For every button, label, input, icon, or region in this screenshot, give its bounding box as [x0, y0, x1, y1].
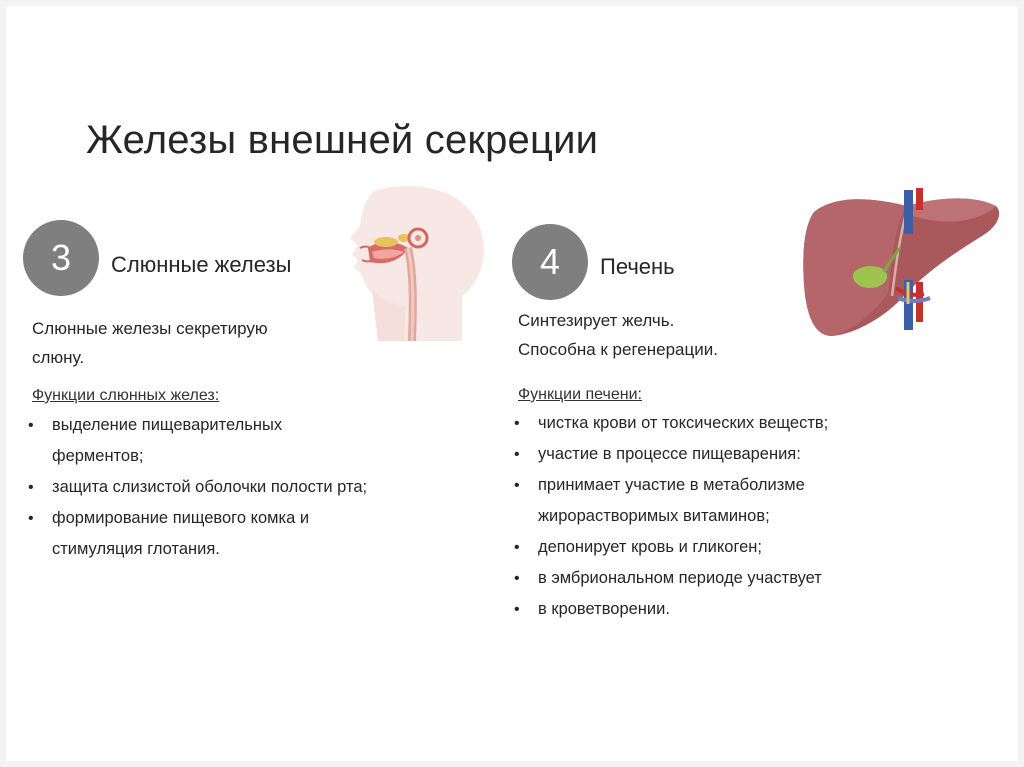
- section-description: [518, 306, 718, 364]
- section-number-badge: 3: [23, 220, 99, 296]
- slide: [6, 6, 1018, 761]
- section-number-badge: 4: [512, 224, 588, 300]
- description-line: Синтезирует желчь.: [518, 311, 675, 330]
- list-item: • в эмбриональном периоде участвует: [514, 563, 944, 594]
- head-profile-salivary-illustration: [334, 186, 499, 341]
- functions-list: [514, 408, 944, 625]
- list-item: • участие в процессе пищеварения:: [514, 439, 944, 470]
- functions-title: Функции печени:: [518, 386, 642, 403]
- section-heading: Печень: [600, 254, 675, 279]
- functions-list: [28, 410, 368, 565]
- functions-title: Функции слюнных желез:: [32, 387, 220, 404]
- list-item: • защита слизистой оболочки полости рта;: [28, 472, 368, 503]
- list-item: • выделение пищеварительных ферментов;: [28, 410, 368, 472]
- list-item: • в кроветворении.: [514, 594, 944, 625]
- list-item: • формирование пищевого комка и стимуляция глотания.: [28, 503, 368, 565]
- description-line: Способна к регенерации.: [518, 340, 718, 359]
- description-line: слюну.: [32, 348, 85, 367]
- list-item: • депонирует кровь и гликоген;: [514, 532, 944, 563]
- liver-illustration: [796, 184, 1006, 344]
- section-heading: Слюнные железы: [111, 252, 292, 277]
- list-item: • принимает участие в метаболизме жирорастворимых витаминов;: [514, 470, 944, 532]
- description-line: Слюнные железы секретирую: [32, 319, 268, 338]
- list-item: • чистка крови от токсических веществ;: [514, 408, 944, 439]
- section-description: [32, 314, 268, 372]
- page-title: Железы внешней секреции: [86, 118, 599, 162]
